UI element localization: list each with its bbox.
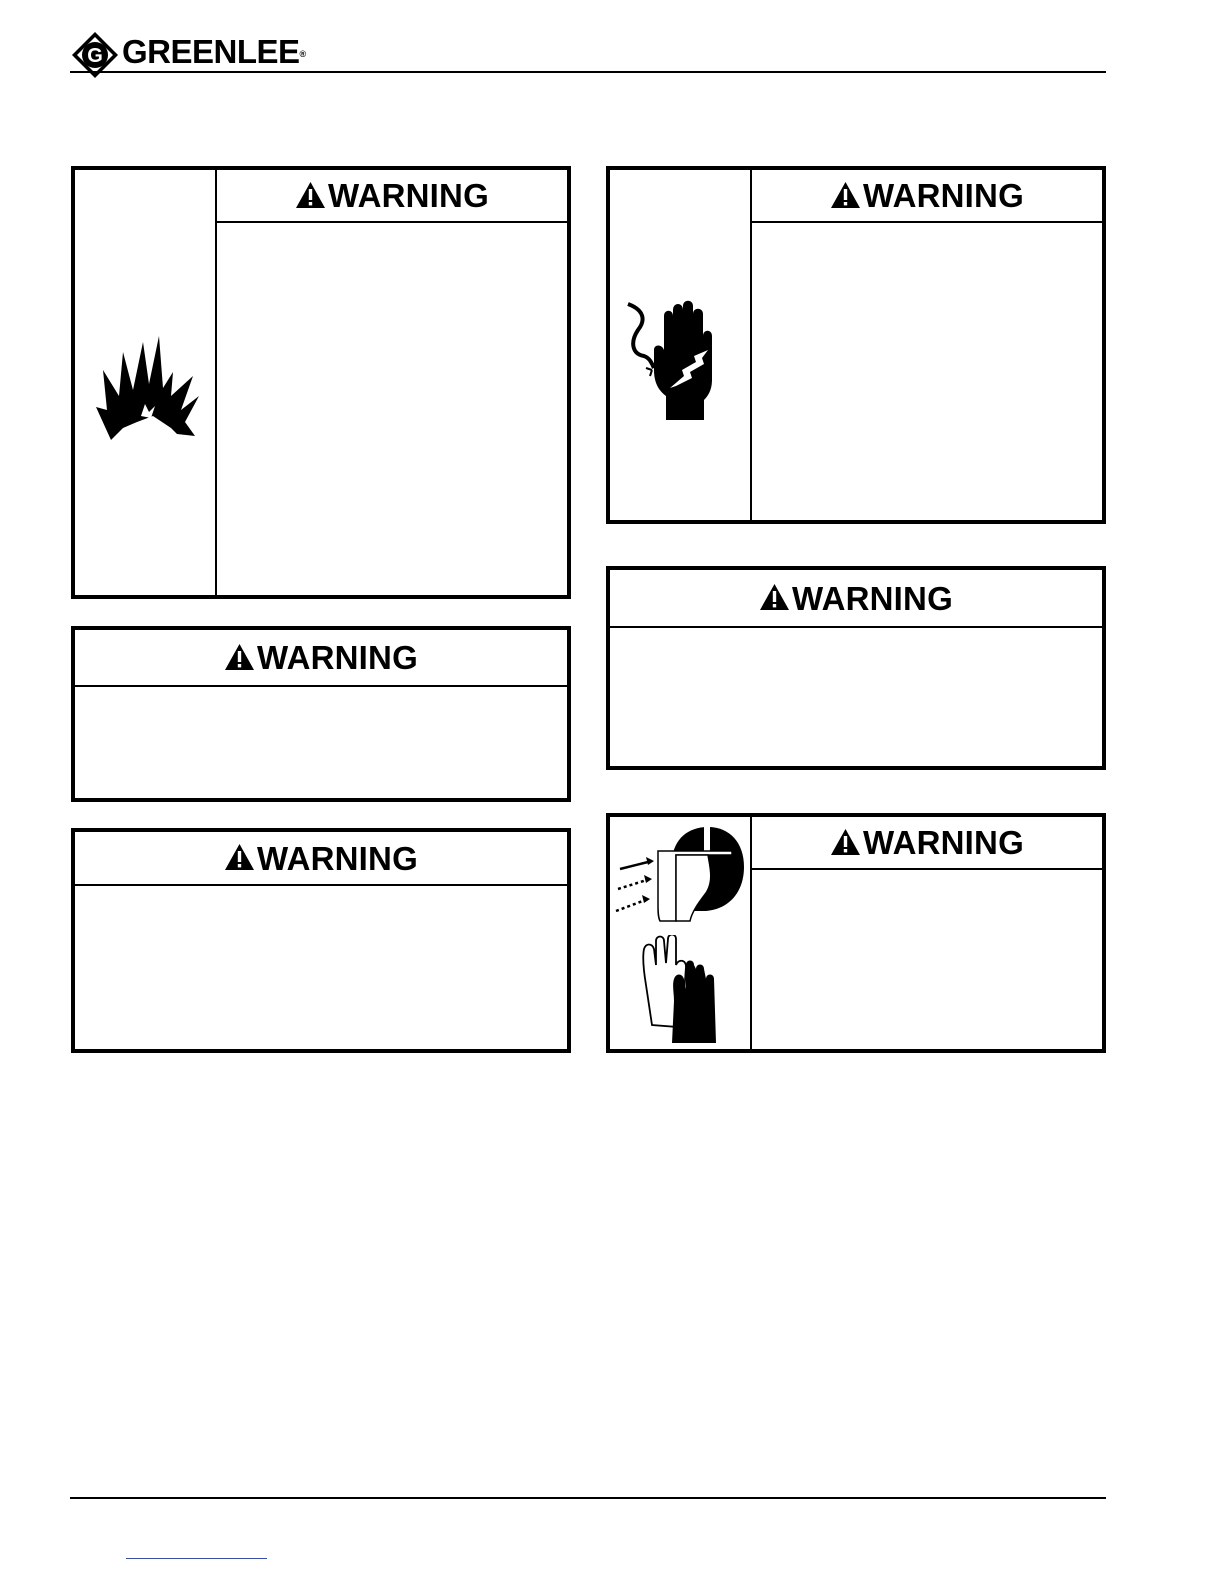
icon-column (75, 170, 217, 595)
warning-title-text: WARNING (328, 177, 489, 214)
warning-box-left-middle (71, 626, 571, 802)
warning-box-left-bottom (71, 828, 571, 1053)
warning-triangle-icon (224, 643, 255, 671)
warning-triangle-icon (295, 181, 326, 209)
warning-box-explosion (71, 166, 571, 599)
brand-name (122, 34, 306, 70)
warning-box-right-middle (606, 566, 1106, 770)
warning-box-shock (606, 166, 1106, 524)
logo-letter: G (87, 45, 103, 67)
warning-triangle-icon (224, 843, 255, 871)
footer-link-underline[interactable] (126, 1558, 267, 1559)
brand-text: GREENLEE (122, 33, 300, 70)
warning-header (752, 170, 1102, 223)
warning-title-text: WARNING (863, 824, 1024, 861)
warning-title (830, 826, 1024, 859)
warning-header (75, 832, 567, 886)
warning-header (217, 170, 567, 223)
warning-triangle-icon (830, 181, 861, 209)
explosion-icon (93, 332, 203, 442)
face-shield-icon (614, 821, 746, 927)
warning-title-text: WARNING (257, 639, 418, 676)
warning-triangle-icon (830, 828, 861, 856)
warning-header (75, 630, 567, 687)
warning-title (830, 179, 1024, 212)
warning-header (752, 817, 1102, 870)
warning-title-text: WARNING (257, 839, 418, 877)
warning-title-text: WARNING (792, 579, 953, 617)
warning-triangle-icon (759, 583, 790, 611)
warning-header (610, 570, 1102, 628)
warning-box-ppe (606, 813, 1106, 1053)
warning-title (224, 839, 418, 877)
footer-divider (70, 1497, 1106, 1499)
electric-shock-hand-icon (624, 296, 736, 421)
warning-title-text: WARNING (863, 177, 1024, 214)
icon-column (610, 817, 752, 1049)
warning-title (224, 641, 418, 674)
page-header (70, 30, 1106, 74)
warning-title (295, 179, 489, 212)
gloves-icon (638, 935, 718, 1045)
header-divider (70, 71, 1106, 73)
warning-title (759, 579, 953, 617)
registered-mark: ® (299, 49, 306, 59)
icon-column (610, 170, 752, 520)
